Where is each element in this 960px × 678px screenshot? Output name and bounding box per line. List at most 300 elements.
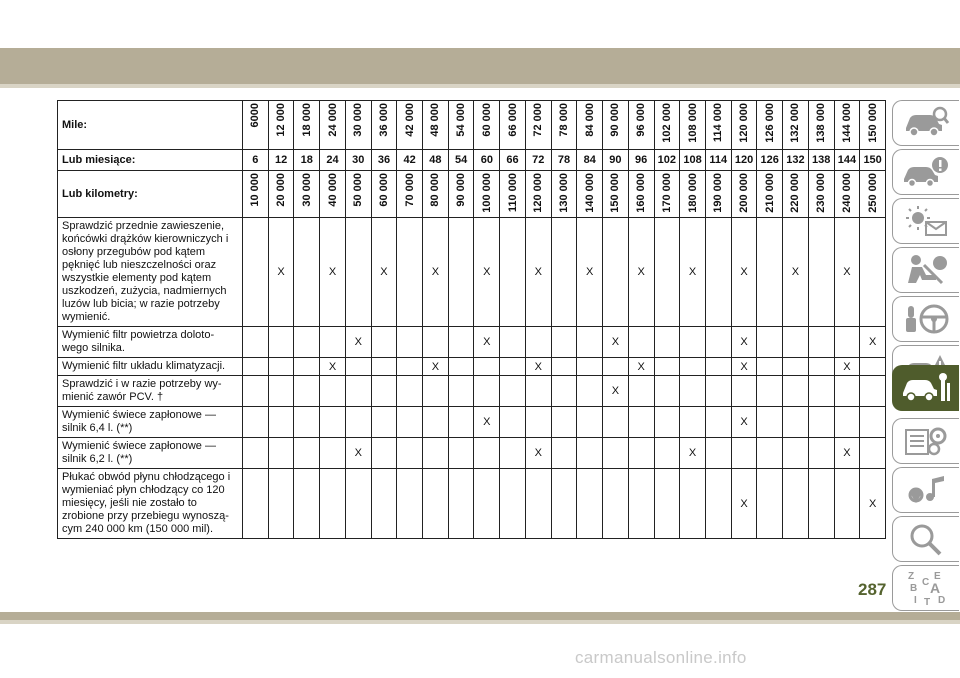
miles-header-cell bbox=[268, 101, 294, 150]
months-value: 60 bbox=[474, 150, 500, 171]
months-value: 96 bbox=[628, 150, 654, 171]
task-cell bbox=[783, 327, 809, 358]
task-cell: X bbox=[268, 218, 294, 327]
months-label: Lub miesiące: bbox=[58, 150, 243, 171]
task-cell: X bbox=[731, 469, 757, 539]
task-cell bbox=[680, 469, 706, 539]
task-cell bbox=[705, 407, 731, 438]
tab-service-maintenance[interactable] bbox=[892, 365, 959, 411]
task-cell bbox=[397, 407, 423, 438]
miles-value: 120 000 bbox=[738, 103, 751, 143]
task-cell bbox=[423, 327, 449, 358]
tab-warning-info[interactable] bbox=[892, 149, 959, 195]
task-cell bbox=[834, 327, 860, 358]
km-header-cell bbox=[808, 171, 834, 218]
task-cell: X bbox=[577, 218, 603, 327]
task-cell bbox=[603, 407, 629, 438]
task-cell bbox=[834, 407, 860, 438]
tab-safety[interactable] bbox=[892, 247, 959, 293]
task-cell bbox=[577, 469, 603, 539]
km-value: 60 000 bbox=[377, 173, 390, 207]
task-cell bbox=[371, 376, 397, 407]
service-maintenance-icon bbox=[901, 371, 951, 405]
task-cell bbox=[654, 327, 680, 358]
task-cell bbox=[603, 218, 629, 327]
miles-header-cell bbox=[654, 101, 680, 150]
task-cell: X bbox=[525, 218, 551, 327]
task-cell bbox=[500, 469, 526, 539]
task-cell: X bbox=[731, 358, 757, 376]
task-label: Wymienić filtr powietrza doloto-wego silnika. bbox=[58, 327, 243, 358]
months-row bbox=[58, 150, 886, 171]
miles-header-cell bbox=[757, 101, 783, 150]
task-cell: X bbox=[320, 218, 346, 327]
miles-header-cell bbox=[500, 101, 526, 150]
task-cell: X bbox=[680, 438, 706, 469]
months-value: 90 bbox=[603, 150, 629, 171]
task-cell bbox=[474, 438, 500, 469]
km-value: 140 000 bbox=[583, 173, 596, 213]
task-cell bbox=[808, 327, 834, 358]
task-cell bbox=[551, 438, 577, 469]
task-row bbox=[58, 327, 886, 358]
km-header-cell bbox=[525, 171, 551, 218]
task-cell bbox=[243, 469, 269, 539]
km-header-cell bbox=[680, 171, 706, 218]
task-cell bbox=[268, 376, 294, 407]
task-cell: X bbox=[860, 469, 886, 539]
watermark: carmanualsonline.info bbox=[575, 648, 747, 667]
index-letter-e: E bbox=[934, 571, 941, 582]
miles-header-cell bbox=[603, 101, 629, 150]
task-cell bbox=[268, 327, 294, 358]
task-cell bbox=[320, 438, 346, 469]
km-header-cell bbox=[551, 171, 577, 218]
km-value: 120 000 bbox=[532, 173, 545, 213]
task-cell bbox=[268, 407, 294, 438]
miles-value: 12 000 bbox=[275, 103, 288, 137]
task-cell bbox=[551, 376, 577, 407]
miles-value: 30 000 bbox=[352, 103, 365, 137]
task-cell bbox=[320, 469, 346, 539]
task-cell bbox=[757, 376, 783, 407]
task-cell bbox=[603, 358, 629, 376]
task-cell bbox=[423, 407, 449, 438]
task-cell bbox=[757, 358, 783, 376]
task-cell: X bbox=[783, 218, 809, 327]
task-cell bbox=[860, 358, 886, 376]
index-letter-c: C bbox=[922, 577, 930, 588]
miles-value: 144 000 bbox=[840, 103, 853, 143]
tab-steering[interactable] bbox=[892, 296, 959, 342]
miles-value: 66 000 bbox=[506, 103, 519, 137]
task-cell bbox=[345, 376, 371, 407]
km-value: 10 000 bbox=[249, 173, 262, 207]
task-label: Wymienić filtr układu klimatyzacji. bbox=[58, 358, 243, 376]
task-cell: X bbox=[423, 358, 449, 376]
task-cell bbox=[294, 218, 320, 327]
task-cell bbox=[397, 218, 423, 327]
task-cell bbox=[731, 376, 757, 407]
km-value: 130 000 bbox=[557, 173, 570, 213]
task-cell bbox=[500, 327, 526, 358]
km-value: 180 000 bbox=[686, 173, 699, 213]
miles-header-cell bbox=[371, 101, 397, 150]
task-cell bbox=[500, 438, 526, 469]
months-value: 30 bbox=[345, 150, 371, 171]
task-cell: X bbox=[371, 218, 397, 327]
task-cell: X bbox=[680, 218, 706, 327]
miles-value: 96 000 bbox=[635, 103, 648, 137]
miles-value: 126 000 bbox=[763, 103, 776, 143]
km-header-cell bbox=[654, 171, 680, 218]
page-number: 287 bbox=[858, 580, 887, 599]
task-cell bbox=[397, 327, 423, 358]
task-cell bbox=[371, 438, 397, 469]
km-value: 210 000 bbox=[763, 173, 776, 213]
miles-value: 24 000 bbox=[326, 103, 339, 137]
miles-header-cell bbox=[345, 101, 371, 150]
km-header-cell bbox=[397, 171, 423, 218]
km-value: 100 000 bbox=[480, 173, 493, 213]
light-signal-icon bbox=[902, 204, 950, 238]
km-header-cell bbox=[705, 171, 731, 218]
miles-header-row bbox=[58, 101, 886, 150]
task-cell bbox=[783, 407, 809, 438]
header-band bbox=[0, 48, 960, 84]
months-value: 12 bbox=[268, 150, 294, 171]
task-cell bbox=[397, 358, 423, 376]
miles-value: 132 000 bbox=[789, 103, 802, 143]
km-header-cell bbox=[243, 171, 269, 218]
header-band-stripe bbox=[0, 84, 960, 88]
task-cell bbox=[783, 438, 809, 469]
task-cell bbox=[654, 218, 680, 327]
task-cell bbox=[628, 469, 654, 539]
km-label: Lub kilometry: bbox=[58, 171, 243, 218]
km-header-cell bbox=[423, 171, 449, 218]
task-cell bbox=[423, 376, 449, 407]
task-cell bbox=[808, 358, 834, 376]
task-cell bbox=[680, 407, 706, 438]
task-cell bbox=[268, 358, 294, 376]
task-cell bbox=[397, 438, 423, 469]
miles-header-cell bbox=[680, 101, 706, 150]
task-cell bbox=[243, 358, 269, 376]
task-cell bbox=[680, 327, 706, 358]
index-letter-i: I bbox=[914, 595, 917, 606]
task-cell bbox=[294, 469, 320, 539]
tab-multimedia[interactable] bbox=[892, 467, 959, 513]
task-label: Wymienić świece zapłonowe — silnik 6,4 l. (**) bbox=[58, 407, 243, 438]
months-value: 84 bbox=[577, 150, 603, 171]
warning-info-icon bbox=[902, 155, 950, 189]
task-cell bbox=[243, 438, 269, 469]
km-header-cell bbox=[345, 171, 371, 218]
miles-value: 6000 bbox=[249, 103, 262, 128]
tab-alphabet-index[interactable] bbox=[892, 565, 959, 611]
task-cell: X bbox=[860, 327, 886, 358]
task-cell bbox=[243, 218, 269, 327]
task-cell bbox=[783, 469, 809, 539]
months-value: 42 bbox=[397, 150, 423, 171]
miles-value: 84 000 bbox=[583, 103, 596, 137]
task-cell: X bbox=[731, 407, 757, 438]
task-cell bbox=[628, 327, 654, 358]
tab-light-signal[interactable] bbox=[892, 198, 959, 244]
km-value: 80 000 bbox=[429, 173, 442, 207]
months-value: 144 bbox=[834, 150, 860, 171]
miles-value: 60 000 bbox=[480, 103, 493, 137]
months-value: 108 bbox=[680, 150, 706, 171]
task-label: Sprawdzić przednie zawieszenie, końcówki drążków kierowniczych i osłony przegubów pod kątem pęknięć lub nieszczelności oraz wszystkie elementy pod kątem uszkodzeń, zużycia, nadmiernych luzów lub bicia; w razie potrzeby wymienić. bbox=[58, 218, 243, 327]
task-row bbox=[58, 469, 886, 539]
task-cell bbox=[371, 358, 397, 376]
task-cell: X bbox=[525, 438, 551, 469]
task-cell bbox=[525, 376, 551, 407]
task-cell bbox=[757, 407, 783, 438]
index-letter-b: B bbox=[910, 583, 918, 594]
months-value: 54 bbox=[448, 150, 474, 171]
miles-header-cell bbox=[423, 101, 449, 150]
task-cell bbox=[577, 358, 603, 376]
months-value: 102 bbox=[654, 150, 680, 171]
km-value: 30 000 bbox=[300, 173, 313, 207]
task-cell bbox=[628, 376, 654, 407]
search-index-icon bbox=[902, 522, 950, 556]
task-cell bbox=[757, 438, 783, 469]
task-cell: X bbox=[474, 218, 500, 327]
km-header-cell bbox=[474, 171, 500, 218]
task-row bbox=[58, 438, 886, 469]
task-cell bbox=[603, 469, 629, 539]
task-cell bbox=[808, 407, 834, 438]
task-cell: X bbox=[834, 358, 860, 376]
months-value: 120 bbox=[731, 150, 757, 171]
miles-label: Mile: bbox=[58, 101, 243, 150]
miles-value: 102 000 bbox=[660, 103, 673, 143]
task-cell bbox=[294, 407, 320, 438]
km-header-cell bbox=[371, 171, 397, 218]
miles-header-cell bbox=[628, 101, 654, 150]
task-cell bbox=[705, 438, 731, 469]
specifications-icon bbox=[902, 424, 950, 458]
task-cell: X bbox=[525, 358, 551, 376]
months-value: 78 bbox=[551, 150, 577, 171]
km-value: 20 000 bbox=[275, 173, 288, 207]
km-value: 110 000 bbox=[506, 173, 519, 213]
months-value: 150 bbox=[860, 150, 886, 171]
tab-search-index[interactable] bbox=[892, 516, 959, 562]
alphabet-index-icon bbox=[902, 569, 950, 607]
task-cell bbox=[371, 327, 397, 358]
months-value: 66 bbox=[500, 150, 526, 171]
top-margin bbox=[0, 0, 960, 48]
km-value: 240 000 bbox=[840, 173, 853, 213]
task-label: Wymienić świece zapłonowe — silnik 6,2 l. (**) bbox=[58, 438, 243, 469]
task-cell bbox=[525, 327, 551, 358]
index-letter-a: A bbox=[930, 580, 941, 596]
miles-header-cell bbox=[397, 101, 423, 150]
km-header-cell bbox=[268, 171, 294, 218]
task-cell bbox=[603, 438, 629, 469]
task-cell bbox=[525, 407, 551, 438]
km-header-cell bbox=[628, 171, 654, 218]
miles-header-cell bbox=[474, 101, 500, 150]
miles-value: 108 000 bbox=[686, 103, 699, 143]
task-cell bbox=[500, 376, 526, 407]
miles-header-cell bbox=[294, 101, 320, 150]
miles-header-cell bbox=[525, 101, 551, 150]
km-value: 230 000 bbox=[815, 173, 828, 213]
months-value: 132 bbox=[783, 150, 809, 171]
task-cell bbox=[448, 407, 474, 438]
task-cell bbox=[783, 358, 809, 376]
km-value: 50 000 bbox=[352, 173, 365, 207]
task-cell bbox=[731, 438, 757, 469]
km-header-cell bbox=[731, 171, 757, 218]
task-cell bbox=[680, 376, 706, 407]
km-value: 40 000 bbox=[326, 173, 339, 207]
km-value: 70 000 bbox=[403, 173, 416, 207]
miles-header-cell bbox=[860, 101, 886, 150]
km-value: 220 000 bbox=[789, 173, 802, 213]
task-cell bbox=[320, 407, 346, 438]
task-cell bbox=[294, 358, 320, 376]
task-cell bbox=[705, 327, 731, 358]
task-cell bbox=[448, 376, 474, 407]
task-cell bbox=[320, 327, 346, 358]
miles-value: 48 000 bbox=[429, 103, 442, 137]
multimedia-icon bbox=[902, 473, 950, 507]
task-cell bbox=[551, 358, 577, 376]
task-cell bbox=[705, 218, 731, 327]
footer-band bbox=[0, 612, 960, 620]
task-cell bbox=[268, 469, 294, 539]
task-cell bbox=[345, 218, 371, 327]
tab-specifications[interactable] bbox=[892, 418, 959, 464]
task-cell bbox=[551, 218, 577, 327]
miles-header-cell bbox=[808, 101, 834, 150]
task-cell: X bbox=[628, 358, 654, 376]
task-cell bbox=[474, 469, 500, 539]
months-value: 126 bbox=[757, 150, 783, 171]
task-label: Płukać obwód płynu chłodzącego i wymieniać płyn chłodzący co 120 miesięcy, jeśli nie zostało to zrobione przy przebiegu wynoszą-cym 240 000 km (150 000 mil). bbox=[58, 469, 243, 539]
task-cell bbox=[808, 469, 834, 539]
tab-car-info[interactable] bbox=[892, 100, 959, 146]
index-letter-d: D bbox=[938, 595, 946, 606]
km-header-cell bbox=[500, 171, 526, 218]
task-cell: X bbox=[603, 376, 629, 407]
task-cell bbox=[577, 407, 603, 438]
footer-band-stripe bbox=[0, 620, 960, 624]
task-cell: X bbox=[345, 327, 371, 358]
task-cell bbox=[371, 407, 397, 438]
km-header-cell bbox=[448, 171, 474, 218]
task-cell bbox=[474, 358, 500, 376]
miles-header-cell bbox=[705, 101, 731, 150]
maintenance-schedule-table bbox=[57, 100, 886, 539]
task-cell bbox=[268, 438, 294, 469]
task-cell bbox=[628, 407, 654, 438]
km-header-row bbox=[58, 171, 886, 218]
months-value: 18 bbox=[294, 150, 320, 171]
task-cell bbox=[294, 376, 320, 407]
miles-header-cell bbox=[783, 101, 809, 150]
task-cell: X bbox=[731, 218, 757, 327]
task-cell bbox=[448, 327, 474, 358]
task-row bbox=[58, 218, 886, 327]
miles-header-cell bbox=[551, 101, 577, 150]
task-cell bbox=[551, 407, 577, 438]
miles-value: 90 000 bbox=[609, 103, 622, 137]
task-row bbox=[58, 358, 886, 376]
miles-value: 114 000 bbox=[712, 103, 725, 143]
task-cell bbox=[345, 407, 371, 438]
task-cell: X bbox=[423, 218, 449, 327]
task-cell bbox=[654, 407, 680, 438]
task-cell bbox=[757, 469, 783, 539]
task-cell bbox=[705, 376, 731, 407]
miles-header-cell bbox=[577, 101, 603, 150]
task-cell bbox=[757, 327, 783, 358]
task-cell bbox=[860, 407, 886, 438]
km-value: 150 000 bbox=[609, 173, 622, 213]
months-value: 72 bbox=[525, 150, 551, 171]
task-cell bbox=[500, 358, 526, 376]
miles-header-cell bbox=[834, 101, 860, 150]
task-cell bbox=[834, 376, 860, 407]
safety-airbag-icon bbox=[902, 253, 950, 287]
task-cell bbox=[525, 469, 551, 539]
task-cell bbox=[243, 376, 269, 407]
task-cell bbox=[294, 327, 320, 358]
task-cell bbox=[680, 358, 706, 376]
task-cell bbox=[320, 376, 346, 407]
task-cell bbox=[808, 218, 834, 327]
task-cell bbox=[628, 438, 654, 469]
task-cell bbox=[551, 469, 577, 539]
km-value: 250 000 bbox=[866, 173, 879, 213]
task-cell: X bbox=[628, 218, 654, 327]
task-cell: X bbox=[345, 438, 371, 469]
task-row bbox=[58, 376, 886, 407]
task-cell bbox=[860, 438, 886, 469]
miles-value: 42 000 bbox=[403, 103, 416, 137]
index-letter-t: T bbox=[924, 597, 931, 607]
km-header-cell bbox=[783, 171, 809, 218]
miles-header-cell bbox=[320, 101, 346, 150]
months-value: 6 bbox=[243, 150, 269, 171]
task-cell bbox=[783, 376, 809, 407]
task-label: Sprawdzić i w razie potrzeby wy-mienić zawór PCV. † bbox=[58, 376, 243, 407]
months-value: 36 bbox=[371, 150, 397, 171]
task-cell bbox=[474, 376, 500, 407]
miles-value: 72 000 bbox=[532, 103, 545, 137]
km-header-cell bbox=[860, 171, 886, 218]
task-cell bbox=[423, 469, 449, 539]
index-letter-z: Z bbox=[908, 571, 915, 582]
miles-header-cell bbox=[243, 101, 269, 150]
km-header-cell bbox=[834, 171, 860, 218]
task-cell bbox=[243, 327, 269, 358]
task-row bbox=[58, 407, 886, 438]
task-cell bbox=[654, 376, 680, 407]
miles-value: 18 000 bbox=[300, 103, 313, 137]
task-cell bbox=[345, 469, 371, 539]
task-cell bbox=[448, 438, 474, 469]
miles-value: 54 000 bbox=[455, 103, 468, 137]
